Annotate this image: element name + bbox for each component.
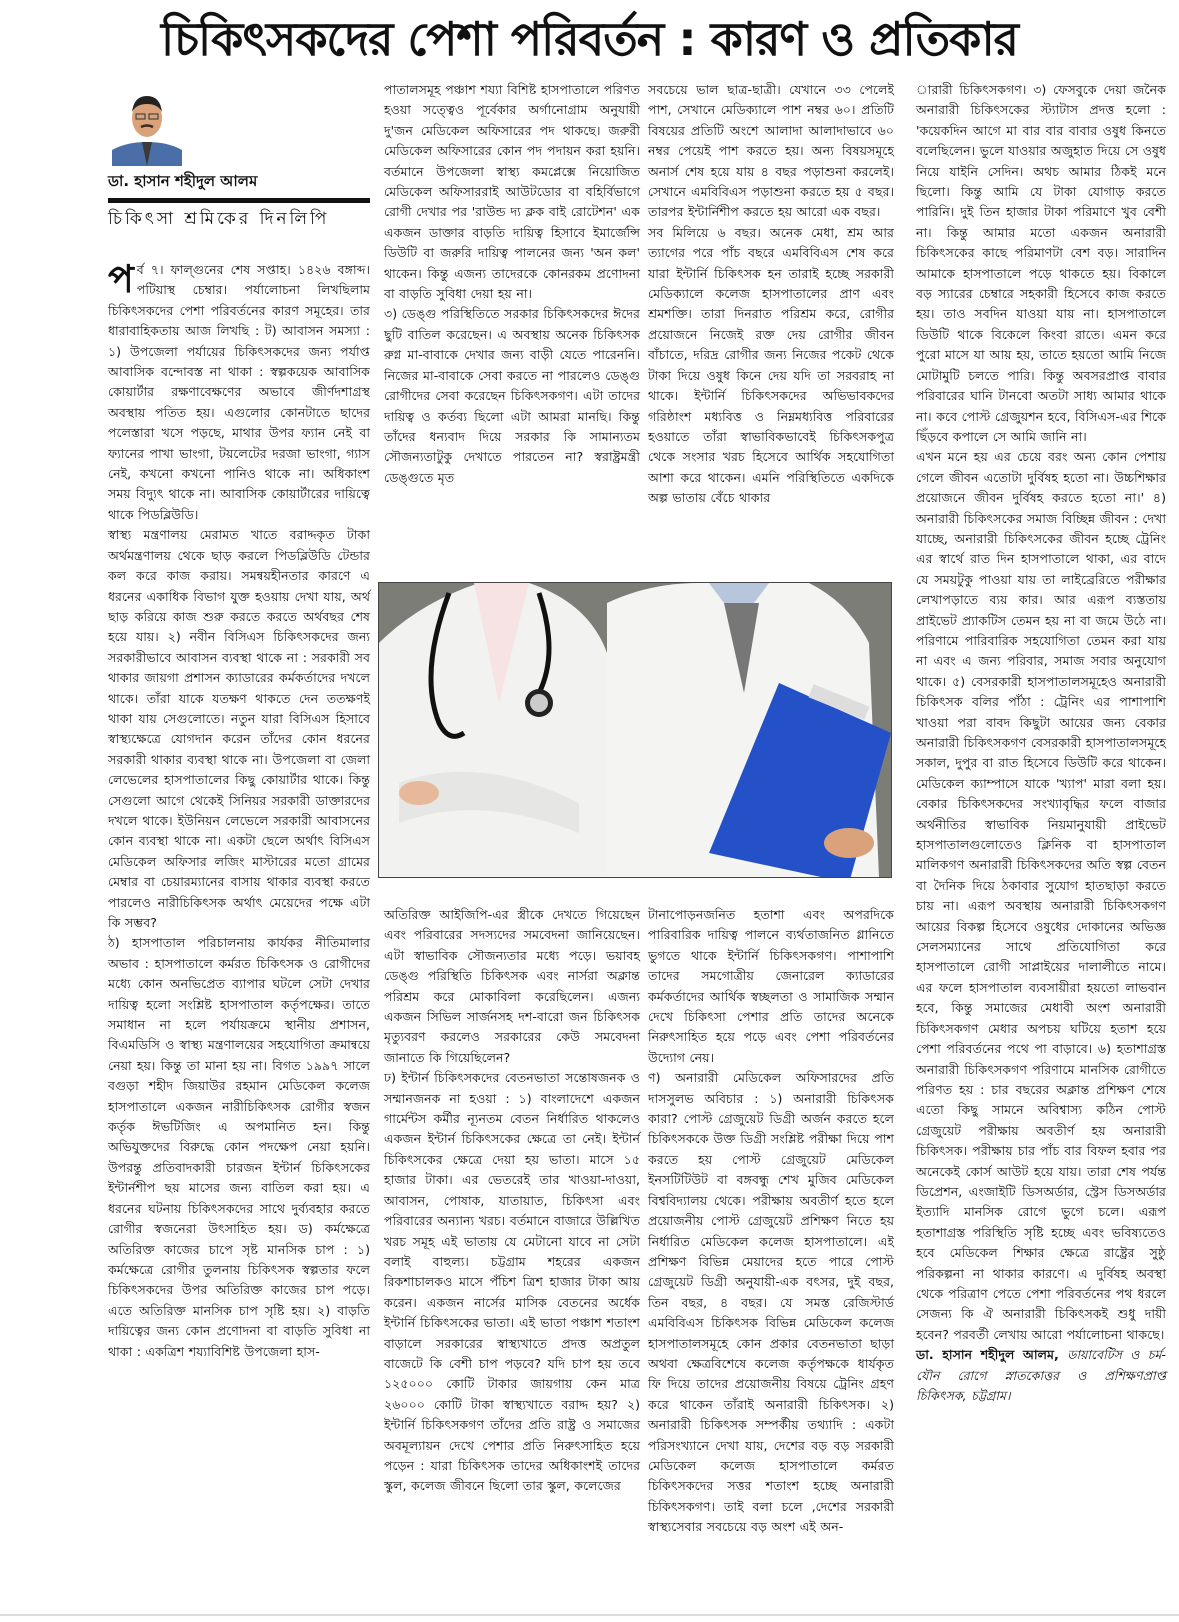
author-name: ডা. হাসান শহীদুল আলম (108, 172, 258, 190)
article-column-2-bottom (384, 905, 640, 1497)
article-paragraph: সবচেয়ে ভাল ছাত্র-ছাত্রী। যেখানে ৩৩ পেলেই পাশ, সেখানে মেডিক্যালে পাশ নম্বর ৬০। প্রতিটি বিষয়ের প্রতিটি অংশে আলাদা আলাদাভাবে ৬০ নম্বর পেয়েই পাশ করতে হয়। অন্য বিষয়সমূহে অনার্স শেষ হয়ে যায় ৪ বছর পড়াশুনা করলেই। সেখানে এমবিবিএস পড়াশুনা করতে হয় ৫ বছর। তারপর ইন্টার্নিশীপ করতে হয় আরো এক বছর। (648, 82, 894, 220)
page-bottom-rule (0, 1614, 1179, 1616)
author-photo (112, 86, 182, 166)
article-paragraph: ারারী চিকিৎসকগণ। ৩) ফেসবুকে দেয়া জনৈক অনারারী চিকিৎসকের স্ট্যাটাস প্রদত্ত হলো : 'কয়েকদিন আগে মা বার বার বাবার ওষুধ কিনতে বলেছিলেন। ভুলে যাওয়ার অজুহাত দিয়ে সে ওষুধ নিয়ে যাইনি সেদিন। অথচ আমার ঠিকই মনে ছিলো। কিন্তু আমি যে টাকা যোগাড় করতে পারিনি। দুই তিন হাজার টাকা পরিমাণে খুব বেশী না। কিন্তু আমার মতো একজন অনারারী চিকিৎসকের কাছে পরিমাণটা বেশ বড়। সারাদিন আমাকে হাসপাতালে পড়ে থাকতে হয়। বিকালে বড় স্যারের চেম্বারে সহকারী হিসেবে কাজ করতে হয়। তাও সবদিন যাওয়া যায় না। হাসপাতালে ডিউটি থাকে বিকেলে কিংবা রাতে। এমন করে পুরো মাসে যা আয় হয়, তাতে হয়তো আমি নিজে মোটামুটি চলতে পারি। কিন্তু অবসরপ্রাপ্ত বাবার পরিবারের ঘানি টানবো অতটা সাধ্য আমার থাকে না। কবে পোস্ট গ্রেজুয়শন হবে, বিসিএস-এর শিকে ছিঁড়বে কপালে সে আমি জানি না। (916, 82, 1166, 444)
article-paragraph: এখন মনে হয় এর চেয়ে বরং অন্য কোন পেশায় গেলে জীবন এতোটা দুর্বিষহ হতো না। উচ্চশিক্ষার প্রয়োজনে জীবন দুর্বিষহ করতে হতো না।' ৪) অনারারী চিকিৎসকের সমাজ বিচ্ছিন্ন জীবন : দেখা যাচ্ছে, অনারারী চিকিৎসকের জীবন হচ্ছে ট্রেনিং এর স্বার্থে রাত দিন হাসপাতালে থাকা, এর বাদে যে সময়টুকু পাওয়া যায় তা লাইব্রেরিতে পরীক্ষার লেখাপড়াতে ব্যয় কার। আর এরূপ ব্যস্ততায় প্রাইভেট প্র্যাকটিস তেমন হয় না বা জমে উঠে না। পরিণামে পারিবারিক সহযোগিতা তেমন করা যায় না এবং এ জন্য পরিবার, সমাজ সবার অনুযোগ থাকে। ৫) বেসরকারী হাসপাতালসমূহেও অনারারী চিকিৎসক বলির পাঁঠা : ট্রেনিং এর পাশাপাশি খাওয়া পরা বাবদ কিছুটা আয়ের জন্য বেকার অনারারী চিকিৎসকগণ বেসরকারী হাসপাতালসমূহে সকাল, দুপুর বা রাত হিসেবে ডিউটি করে থাকেন। মেডিকেল ক্যাম্পাসে যাকে 'খ্যাপ' মারা বলা হয়। বেকার চিকিৎসকদের সংখ্যাবৃদ্ধির ফলে বাজার অর্থনীতির স্বাভাবিক নিয়মানুযায়ী প্রাইভেট হাসপাতালগুলোতেও ক্লিনিক বা হাসপাতাল মালিকগণ অনারারী চিকিৎসকদের অতি স্বল্প বেতন বা দৈনিক দিয়ে ঠকাবার সুযোগ হাতছাড়া করতে চায় না। এরূপ অবস্থায় অনারারী চিকিৎসকগণ আয়ের বিকল্প হিসেবে ওষুধের দোকানের অভিজ্ঞ সেলসম্যানের সাথে প্রতিযোগিতা করে হাসপাতালে রোগী সাপ্লাইয়ের দালালীতে নামে। এর ফলে হাসপাতাল ব্যবসায়ীরা হয়তো লাভবান হবে, কিন্তু সমাজের মেধাবী অংশ অনারারী চিকিৎসকগণ মেধার অপচয় ঘটিয়ে হতাশ হয়ে পেশা পরিবর্তনের পথে পা বাড়াবে। ৬) হতাশাগ্রস্ত অনারারী চিকিৎসকগণ পরিণামে মানসিক রোগীতে পরিণত হয় : চার বছরের অক্লান্ত প্রশিক্ষণ শেষে এতো কিছু সামনে অবিশ্বাস্য কঠিন পোস্ট গ্রেজুয়েট পরীক্ষায় অবতীর্ণ হয় অনারারী চিকিৎসক। পরীক্ষায় চার পাঁচ বার বিফল হবার পর অনেকেই কোর্স আউট হয়ে যায়। তারা শেষ পর্যন্ত ডিপ্রেশন, এংজাইটি ডিসঅর্ডার, স্ট্রেস ডিসঅর্ডার ইত্যাদি মানসিক রোগে ভুগে চলে। এরূপ হতাশাগ্রস্ত পরিস্থিতি সৃষ্টি হচ্ছে এবং ভবিষ্যতেও হবে মেডিকেল শিক্ষার ক্ষেত্রে রাষ্ট্রের সুষ্ঠু পরিকল্পনা না থাকার কারণে। এ দুর্বিষহ অবস্থা থেকে পরিত্রাণ পেতে পেশা পরিবর্তনের পথ ধরলে সেজন্য কি ঐ অনারারী চিকিৎসকই শুধু দায়ী হবেন? পরবর্তী লেখায় আরো পর্যালোচনা থাকছে। (916, 449, 1166, 1342)
divider (108, 198, 370, 203)
article-paragraph (108, 257, 370, 525)
article-headline: চিকিৎসকদের পেশা পরিবর্তন : কারণ ও প্রতিকার (161, 12, 1018, 66)
article-column-4 (916, 80, 1166, 1406)
article-column-3-top (648, 80, 894, 509)
column-name: চিকিৎসা শ্রমিকের দিনলিপি (108, 209, 330, 229)
article-paragraph: পাতালসমূহ পঞ্চাশ শয্যা বিশিষ্ট হাসপাতালে পরিণত হওয়া সত্ত্বেও পূর্বেকার অর্গানোগ্রাম অনুযায়ী দু'জন মেডিকেল অফিসারের পদ থাকছে। জরুরী মেডিকেল অফিসারের কোন পদ পদায়ন করা হয়নি। বর্তমানে উপজেলা স্বাস্থ্য কমপ্লেক্সে নিয়োজিত মেডিকেল অফিসাররাই আউটডোর বা বহির্বিভাগে রোগী দেখার পর 'রাউন্ড দ্য ক্লক বাই রোটেশন' এক একজন ডাক্তার বাড়তি দায়িত্ব হিসাবে ইমার্জেন্সি ডিউটি বা জরুরি দায়িত্ব পালনের জন্য 'অন কল' থাকেন। কিন্তু এজন্য তাদেরকে কোনরকম প্রণোদনা বা বাড়তি সুবিধা দেয়া হয় না। (384, 82, 640, 302)
article-paragraph: ঠ) হাসপাতাল পরিচালনায় কার্যকর নীতিমালার অভাব : হাসপাতালে কর্মরত চিকিৎসক ও রোগীদের মধ্যে কোন অনভিপ্রেত ব্যাপার ঘটলে সেটা দেখার দায়িত্ব হলো সংশ্লিষ্ট হাসপাতাল কর্তৃপক্ষের। তাতে সমাধান না হলে পর্যায়ক্রমে স্থানীয় প্রশাসন, বিএমডিসি ও স্বাস্থ্য মন্ত্রণালয়ের সহযোগিতা ক্রমান্বয়ে নেয়া হয়। কিন্তু তা মানা হয় না। বিগত ১৯৯৭ সালে বগুড়া শহীদ জিয়াউর রহমান মেডিকেল কলেজ হাসপাতালে একজন নারীচিকিৎসক রোগীর স্বজন কর্তৃক ঈভটিজিং এ অপমানিত হন। কিন্তু অভিযুক্তদের বিরুদ্ধে কোন পদক্ষেপ নেয়া হয়নি। উপরন্তু প্রতিবাদকারী চারজন ইন্টার্ন চিকিৎসকের ইন্টার্নশীপ ছয় মাসের জন্য বাতিল করা হয়। এ ধরনের ঘটনায় চিকিৎসকদের সাথে দুর্ব্যবহার করতে রোগীর স্বজনেরা উৎসাহিত হয়। ড) কর্মক্ষেত্রে অতিরিক্ত কাজের চাপে সৃষ্ট মানসিক চাপ : ১) কর্মক্ষেত্রে রোগীর তুলনায় চিকিৎসক স্বল্পতার ফলে চিকিৎসকদের উপর অতিরিক্ত কাজের চাপ পড়ে। এতে অতিরিক্ত মানসিক চাপ সৃষ্টি হয়। ২) বাড়তি দায়িত্বের জন্য কোন প্রণোদনা বা বাড়তি সুবিধা না থাকা : একত্রিশ শয্যাবিশিষ্ট উপজেলা হাস- (108, 935, 370, 1359)
bio-name: ডা. হাসান শহীদুল আলম, (916, 1347, 1059, 1363)
paragraph-text: র্ব ৭। ফাল্গুনের শেষ সপ্তাহ। ১৪২৬ বঙ্গাব্দ। পটিয়াস্থ চেম্বার। পর্যালোচনা লিখছিলাম চিকিৎসকদের পেশা পরিবর্তনের কারণ সমূহের। তার ধারাবাহিকতায় আজ লিখছি : ট) আবাসন সমস্যা : ১) উপজেলা পর্যায়ের চিকিৎসকদের জন্য পর্যাপ্ত আবাসিক বন্দোবস্ত না থাকা : স্বল্পকয়েক আবাসিক কোয়ার্টার রক্ষণাবেক্ষণের অভাবে জীর্ণদশাগ্রস্থ অবস্থায় পতিত হয়। এগুলোর কোনটাতে ছাদের পলেস্তারা খসে পড়ছে, মাথার উপর ফ্যান নেই বা ফ্যানের পাখা ভাংগা, টয়লেটের দরজা ভাংগা, গ্যাস নেই, কখনো কখনো পানিও থাকে না। অধিকাংশ সময় বিদ্যুৎ থাকে না। আবাসিক কোয়ার্টারের দায়িত্বে থাকে পিডব্লিউডি। (108, 262, 370, 522)
article-column-1 (108, 257, 370, 1362)
article-paragraph: ণ) অনারারী মেডিকেল অফিসারদের প্রতি দাসসুলভ অবিচার : ১) অনারারী চিকিৎসক কারা? পোস্ট গ্রেজুয়েট ডিগ্রী অর্জন করতে হলে চিকিৎসককে উক্ত ডিগ্রী সংশ্লিষ্ট পরীক্ষা দিয়ে পাশ করতে হয় পোস্ট গ্রেজুয়েট মেডিকেল ইনসটিটিউট বা বঙ্গবন্ধু শেখ মুজিব মেডিকেল বিশ্ববিদ্যালয় থেকে। পরীক্ষায় অবতীর্ণ হতে হলে প্রয়োজনীয় পোস্ট গ্রেজুয়েট প্রশিক্ষণ নিতে হয় নির্ধারিত মেডিকেল কলেজ হাসপাতালে। এই প্রশিক্ষণ বিভিন্ন মেয়াদের হতে পারে পোস্ট গ্রেজুয়েট ডিগ্রী অনুযায়ী-এক বৎসর, দুই বছর, তিন বছর, ৪ বছর। যে সমস্ত রেজিস্টার্ড এমবিবিএস চিকিৎসক বিভিন্ন মেডিকেল কলেজ হাসপাতালসমূহে কোন প্রকার বেতনভাতা ছাড়া অথবা ক্ষেত্রবিশেষে কলেজ কর্তৃপক্ষকে ধার্যকৃত ফি দিয়ে তাদের প্রয়োজনীয় বিষয়ে ট্রেনিং গ্রহণ করে থাকেন তাঁরাই অনারারী চিকিৎসক। ২) অনারারী চিকিৎসক সম্পর্কীয় তথ্যাদি : একটা পরিসংখ্যানে দেখা যায়, দেশের বড় বড় সরকারী মেডিকেল কলেজ হাসপাতালে কর্মরত চিকিৎসকদের সত্তর শতাংশ হচ্ছে অনারারী চিকিৎসকগণ। তাই বলা চলে ,দেশের সরকারী স্বাস্থ্যসেবার সবচেয়ে বড় অংশ এই অন- (648, 1070, 894, 1535)
article-paragraph: টানাপোড়নজনিত হতাশা এবং অপরদিকে পারিবারিক দায়িত্ব পালনে ব্যর্থতাজনিত গ্লানিতে ভুগতে থাকে ইন্টার্নি চিকিৎসকগণ। পাশাপাশি তাদের সমগোত্রীয় জেনারেল ক্যাডারের কর্মকর্তাদের আর্থিক স্বচ্ছলতা ও সামাজিক সম্মান দেখে চিকিৎসা পেশার প্রতি তাদের অনেকে নিরুৎসাহিত হয়ে পড়ে এবং পেশা পরিবর্তনের উদ্যোগ নেয়। (648, 907, 894, 1065)
author-portrait-icon (112, 86, 182, 166)
article-paragraph: স্বাস্থ্য মন্ত্রণালয় মেরামত খাতে বরাদ্দকৃত টাকা অর্থমন্ত্রণালয় থেকে ছাড় করলে পিডব্লিউডি টেন্ডার কল করে কাজ করায়। সমন্বয়হীনতার কারণে এ ধরনের একাধিক বিভাগ যুক্ত হওয়ায় দেখা যায়, অর্থ ছাড় করিয়ে কাজ শুরু করতে করতে অর্থবছর শেষ হয়ে যায়। ২) নবীন বিসিএস চিকিৎসকদের জন্য সরকারীভাবে আবাসন ব্যবস্থা থাকে না : সরকারী সব থাকার জায়গা প্রশাসন ক্যাডারের কর্মকর্তাদের দখলে থাকে। তাঁরা যাকে যতক্ষণ থাকতে দেন ততক্ষণই থাকা যায় সেগুলোতে। নতুন যারা বিসিএস হিসাবে স্বাস্থ্যক্ষেত্রে যোগদান করেন তাঁদের কোন ধরনের সরকারী থাকার ব্যবস্থা থাকে না। উপজেলা বা জেলা লেভেলের হাসপাতালের কিছু কোয়ার্টার থাকে। কিন্তু সেগুলো আগে থেকেই সিনিয়র সরকারী ডাক্তারদের দখলে থাকে। ইউনিয়ন লেভেলে সরকারী আবাসনের কোন ব্যবস্থা থাকে না। একটা ছেলে অর্থাৎ বিসিএস মেডিকেল অফিসার লজিং মাস্টারের মতো গ্রামের মেম্বার বা চেয়ারম্যানের বাসায় থাকার ব্যবস্থা করতে পারলেও নারীচিকিৎসক অর্থাৎ মেয়েদের পক্ষে এটা কি সম্ভব? (108, 527, 370, 930)
article-paragraph: অতিরিক্ত আইজিপি-এর স্ত্রীকে দেখতে গিয়েছেন এবং পরিবারের সদস্যদের সমবেদনা জানিয়েছেন। এটা স্বাভাবিক সৌজন্যতার মধ্যে পড়ে। ভয়াবহ ডেঙ্গু পরিস্থিতি চিকিৎসক এবং নার্সরা অক্লান্ত পরিশ্রম করে মোকাবিলা করেছিলেন। এজন্য একজন সিভিল সার্জনসহ দশ-বারো জন চিকিৎসক মৃত্যুবরণ করলেও সরকারের কেউ সমবেদনা জানাতে কি গিয়েছিলেন? (384, 907, 640, 1065)
doctors-photo (378, 582, 892, 878)
article-paragraph: সব মিলিয়ে ৬ বছর। অনেক মেধা, শ্রম আর ত্যাগের পরে পাঁচ বছরে এমবিবিএস শেষ করে যারা ইন্টার্নি চিকিৎসক হন তারাই হচ্ছে সরকারী মেডিক্যালে কলেজ হাসপাতালের প্রাণ এবং শ্রমশক্তি। তারা দিনরাত পরিশ্রম করে, রোগীর প্রয়োজনে নিজেই রক্ত দেয় রোগীর জীবন বাঁচাতে, দরিদ্র রোগীর জন্য নিজের পকেট থেকে টাকা দিয়ে ওষুধ কিনে দেয় যদি তা সরবরাহ না থাকে। ইন্টার্নি চিকিৎসকদের অভিভাবকদের গরিষ্ঠাংশ মধ্যবিত্ত ও নিম্নমধ্যবিত্ত পরিবারের হওয়াতে তাঁরা স্বাভাবিকভাবেই চিকিৎসকপুত্র থেকে সংসার খরচ হিসেবে আর্থিক সহযোগিতা আশা করে থাকেন। এমনি পরিস্থিতিতে একদিকে অল্প ভাতায় বেঁচে থাকার (648, 224, 894, 506)
article-paragraph: ঢ) ইন্টার্ন চিকিৎসকদের বেতনভাতা সন্তোষজনক ও সম্মানজনক না হওয়া : ১) বাংলাদেশে একজন গার্মেন্টস কর্মীর ন্যূনতম বেতন নির্ধারিত থাকলেও একজন ইন্টার্ন চিকিৎসকের ক্ষেত্রে তা নেই। ইন্টার্ন চিকিৎসকের ক্ষেত্রে দেয়া হয় ভাতা। মাসে ১৫ হাজার টাকা। এর ভেতরেই তার খাওয়া-দাওয়া, আবাসন, পোষাক, যাতায়াত, চিকিৎসা এবং পরিবারের অন্যান্য খরচ। বর্তমানে বাজারে উল্লিখিত খরচ সমূহ এই ভাতায় যে মেটানো যাবে না সেটা বলাই বাহুল্য। চট্টগ্রাম শহরের একজন রিকশাচালকও মাসে পঁচিশ ত্রিশ হাজার টাকা আয় করেন। একজন নার্সের মাসিক বেতনের অর্ধেক ইন্টার্নি চিকিৎসকের ভাতা। এই ভাতা পঞ্চাশ শতাংশ বাড়ালে সরকারের স্বাস্থ্যখাতে প্রদত্ত অপ্রতুল বাজেটে কি বেশী চাপ পড়বে? যদি চাপ হয় তবে ১২৫০০০ কোটি টাকার জায়গায় কেন মাত্র ২৬০০০ কোটি টাকা স্বাস্থ্যখাতে বরাদ্দ হয়? ২) ইন্টার্নি চিকিৎসকগণ তাঁদের প্রতি রাষ্ট্র ও সমাজের অবমূল্যায়ন দেখে পেশার প্রতি নিরুৎসাহিত হয়ে পড়েন : যারা চিকিৎসক তাদের অধিকাংশই তাদের স্কুল, কলেজ জীবনে ছিলো তার স্কুল, কলেজের (384, 1070, 640, 1494)
article-column-3-bottom (648, 905, 894, 1538)
article-paragraph: ৩) ডেঙ্গু পরিস্থিতিতে সরকার চিকিৎসকদের ঈদের ছুটি বাতিল করেছেন। এ অবস্থায় অনেক চিকিৎসক রুগ্ন মা-বাবাকে দেখার জন্য বাড়ী যেতে পারেননি। নিজের মা-বাবাকে সেবা করতে না পারলেও ডেঙ্গু রোগীদের সেবা করেছেন চিকিৎসকগণ। এটা তাদের দায়িত্ব ও কর্তব্য ছিলো এটা আমরা মানছি। কিন্তু তাঁদের ধন্যবাদ দিয়ে সরকার কি সামান্যতম সৌজন্যতাটুকু দেখাতে পারতেন না? স্বরাষ্ট্রমন্ত্রী ডেঙ্গুতে মৃত (384, 306, 640, 485)
author-bio (916, 1345, 1166, 1406)
bio-description: ডায়াবেটিস ও চর্ম-যৌন রোগে স্নাতকোত্তর ও প্রশিক্ষণপ্রাপ্ত চিকিৎসক, চট্টগ্রাম। (916, 1347, 1166, 1403)
dropcap: প (108, 257, 134, 301)
doctors-illustration-icon (379, 583, 891, 877)
article-column-2-top (384, 80, 640, 488)
